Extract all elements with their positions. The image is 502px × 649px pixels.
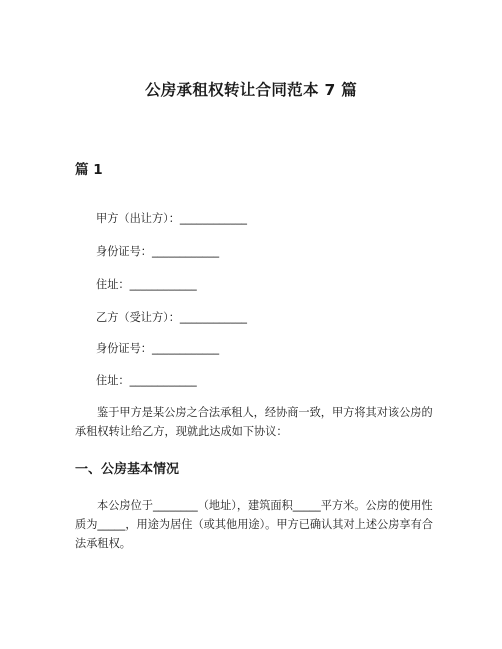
party-b-field: 乙方（受让方）：____________	[96, 311, 248, 324]
party-a-field: 甲方（出让方）：____________	[96, 212, 248, 225]
document-title: 公房承租权转让合同范本 7 篇	[144, 81, 358, 99]
party-a-id-field: 身份证号：____________	[96, 245, 220, 258]
chapter-heading: 篇 1	[75, 162, 103, 178]
section-paragraph: 本公房位于________（地址），建筑面积_____平方米。公房的使用性质为_____，用途为居住（或其他用途）。甲方已确认其对上述公房享有合法承租权。	[75, 499, 433, 550]
party-a-address-field: 住址：____________	[96, 278, 197, 291]
intro-paragraph: 鉴于甲方是某公房之合法承租人，经协商一致，甲方将其对该公房的承租权转让给乙方，现就此达成如下协议：	[75, 406, 433, 438]
section-heading: 一、公房基本情况	[75, 462, 180, 477]
party-b-address-field: 住址：____________	[96, 374, 197, 387]
party-b-id-field: 身份证号：____________	[96, 342, 220, 355]
